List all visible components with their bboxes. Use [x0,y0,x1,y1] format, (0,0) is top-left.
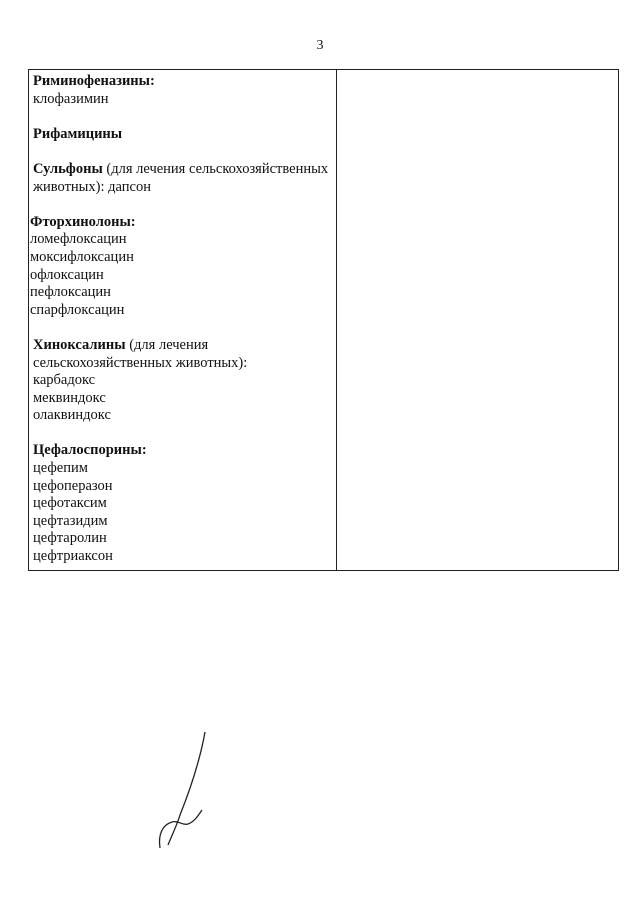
handwritten-signature [150,730,210,850]
group-title-fluoroquinolones: Фторхинолоны: [30,213,136,230]
drug-item: клофазимин [33,90,109,107]
drug-item: карбадокс [33,372,96,389]
group-sulfones-line1 [33,161,332,179]
page-number: 3 [316,38,324,53]
drug-item: офлоксацин [30,266,104,283]
drug-item: спарфлоксацин [30,301,125,318]
group-title-sulfones: Сульфоны [33,160,103,177]
drug-item: цефоперазон [33,477,113,494]
drug-list-column [29,70,337,570]
group-title-rifamycins: Рифамицины [33,125,123,142]
group-note: животных): дапсон [33,178,151,195]
drug-item: цефтазидим [33,512,108,529]
group-title-quinoxalines: Хиноксалины [33,336,126,353]
drug-item: цефтриаксон [33,548,113,565]
drug-item: цефтаролин [33,530,107,547]
empty-column [337,70,618,570]
group-quinoxalines-line1 [33,337,332,355]
drug-item: пефлоксацин [30,284,111,301]
drug-item: ломефлоксацин [30,231,127,248]
drug-item: меквиндокс [33,389,106,406]
drug-item: олаквиндокс [33,407,111,424]
drug-item: моксифлоксацин [30,248,134,265]
group-note: (для лечения сельскохозяйственных [102,160,329,177]
group-title-riminophenazines: Риминофеназины: [33,73,155,89]
drug-item: цефепим [33,460,88,477]
group-note: сельскохозяйственных животных): [33,354,248,371]
drug-table [28,69,619,571]
group-title-cephalosporins: Цефалоспорины: [33,442,147,459]
drug-item: цефотаксим [33,495,107,512]
group-note: (для лечения [125,336,209,353]
